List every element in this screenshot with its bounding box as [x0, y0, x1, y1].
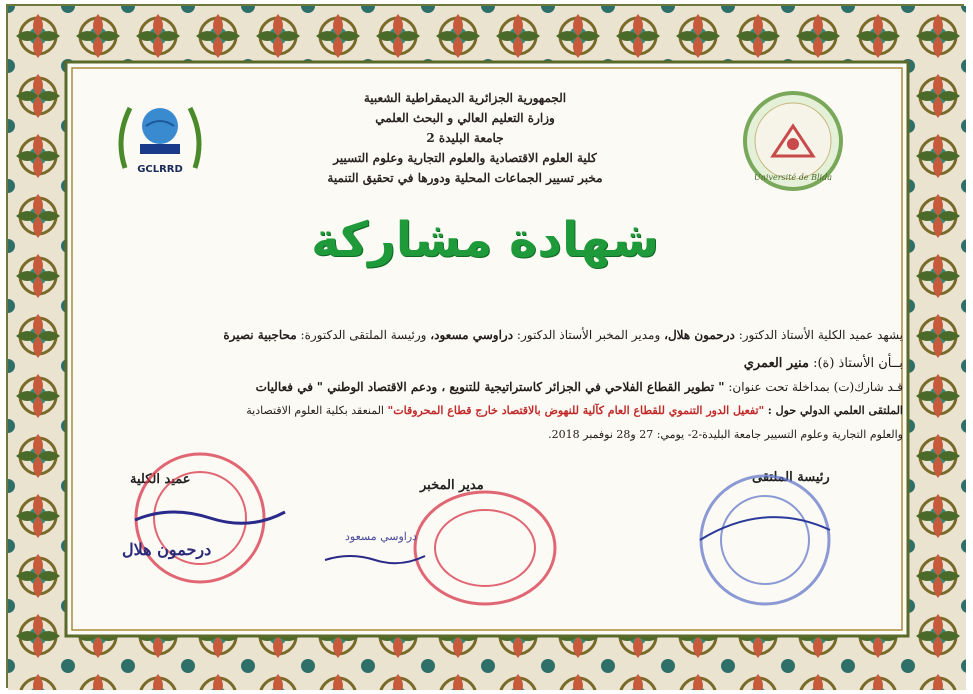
dean-label: عميد الكلية — [130, 472, 191, 487]
body-line-1-a: يشهد عميد الكلية الأستاذ الدكتور: — [738, 328, 903, 342]
chair-name-inline: محاجبية نصيرة — [223, 328, 297, 342]
dean-name-inline: درحمون هلال، — [664, 328, 735, 342]
header-line-1: الجمهورية الجزائرية الديمقراطية الشعبية — [363, 91, 567, 105]
participant-name: منير العمري — [743, 356, 809, 371]
body-line-5: والعلوم التجارية وعلوم التسيير جامعة البليدة-2- يومي: 27 و28 نوفمبر 2018. — [548, 428, 903, 441]
conference-theme: "تفعيل الدور التنموي للقطاع العام كآلية للنهوض بالاقتصاد خارج قطاع المحروقات" — [387, 404, 765, 417]
gclrrd-caption: GCLRRD — [137, 164, 183, 175]
header-line-5: مخبر تسيير الجماعات المحلية ودورها في تحقيق التنمية — [327, 171, 603, 185]
university-caption: Université de Blida — [754, 173, 832, 182]
chair-blue-stamp — [680, 470, 850, 610]
body-line-3 — [256, 380, 903, 394]
header-line-3: جامعة البليدة 2 — [426, 131, 504, 145]
body-line-1-c: ومدير المخبر الأستاذ الدكتور: — [516, 328, 661, 342]
certificate-title: شهادة مشاركة — [311, 212, 659, 268]
body-line-4-a: الملتقى العلمي الدولي حول : — [767, 404, 903, 417]
body-line-2-a: بــأن الأستاذ (ة): — [813, 356, 903, 371]
body-line-1 — [223, 328, 903, 342]
body-line-4 — [246, 404, 903, 417]
lab-red-stamp — [410, 488, 560, 608]
dean-name-signature: درحمون هلال — [122, 540, 212, 559]
header-line-4: كلية العلوم الاقتصادية والعلوم التجارية وعلوم التسيير — [333, 151, 597, 165]
body-line-3-a: قـد شارك(ت) بمداخلة تحت عنوان: — [728, 380, 903, 394]
lab-director-name: دراوسي مسعود — [345, 530, 418, 543]
paper-title: " تطوير القطاع الفلاحي في الجزائر كاستراتيجية للتنويع ، ودعم الاقتصاد الوطني " — [316, 380, 725, 394]
header-block — [250, 88, 680, 188]
lab-director-label: مدير المخبر — [420, 478, 484, 493]
chair-label: رئيسة الملتقى — [752, 470, 830, 485]
lab-signature-scribble — [320, 548, 430, 568]
university-logo — [738, 86, 848, 196]
body-line-4-c: المنعقد بكلية العلوم الاقتصادية — [246, 404, 384, 417]
gclrrd-logo — [110, 88, 210, 188]
lab-director-inline: دراوسي مسعود، — [430, 328, 514, 342]
body-line-3-c: في فعاليات — [255, 380, 313, 394]
body-line-1-e: ورئيسة الملتقى الدكتورة: — [300, 328, 427, 342]
body-line-2 — [744, 356, 903, 371]
header-line-2: وزارة التعليم العالي و البحث العلمي — [375, 111, 555, 125]
dean-signature-scribble — [130, 500, 290, 530]
